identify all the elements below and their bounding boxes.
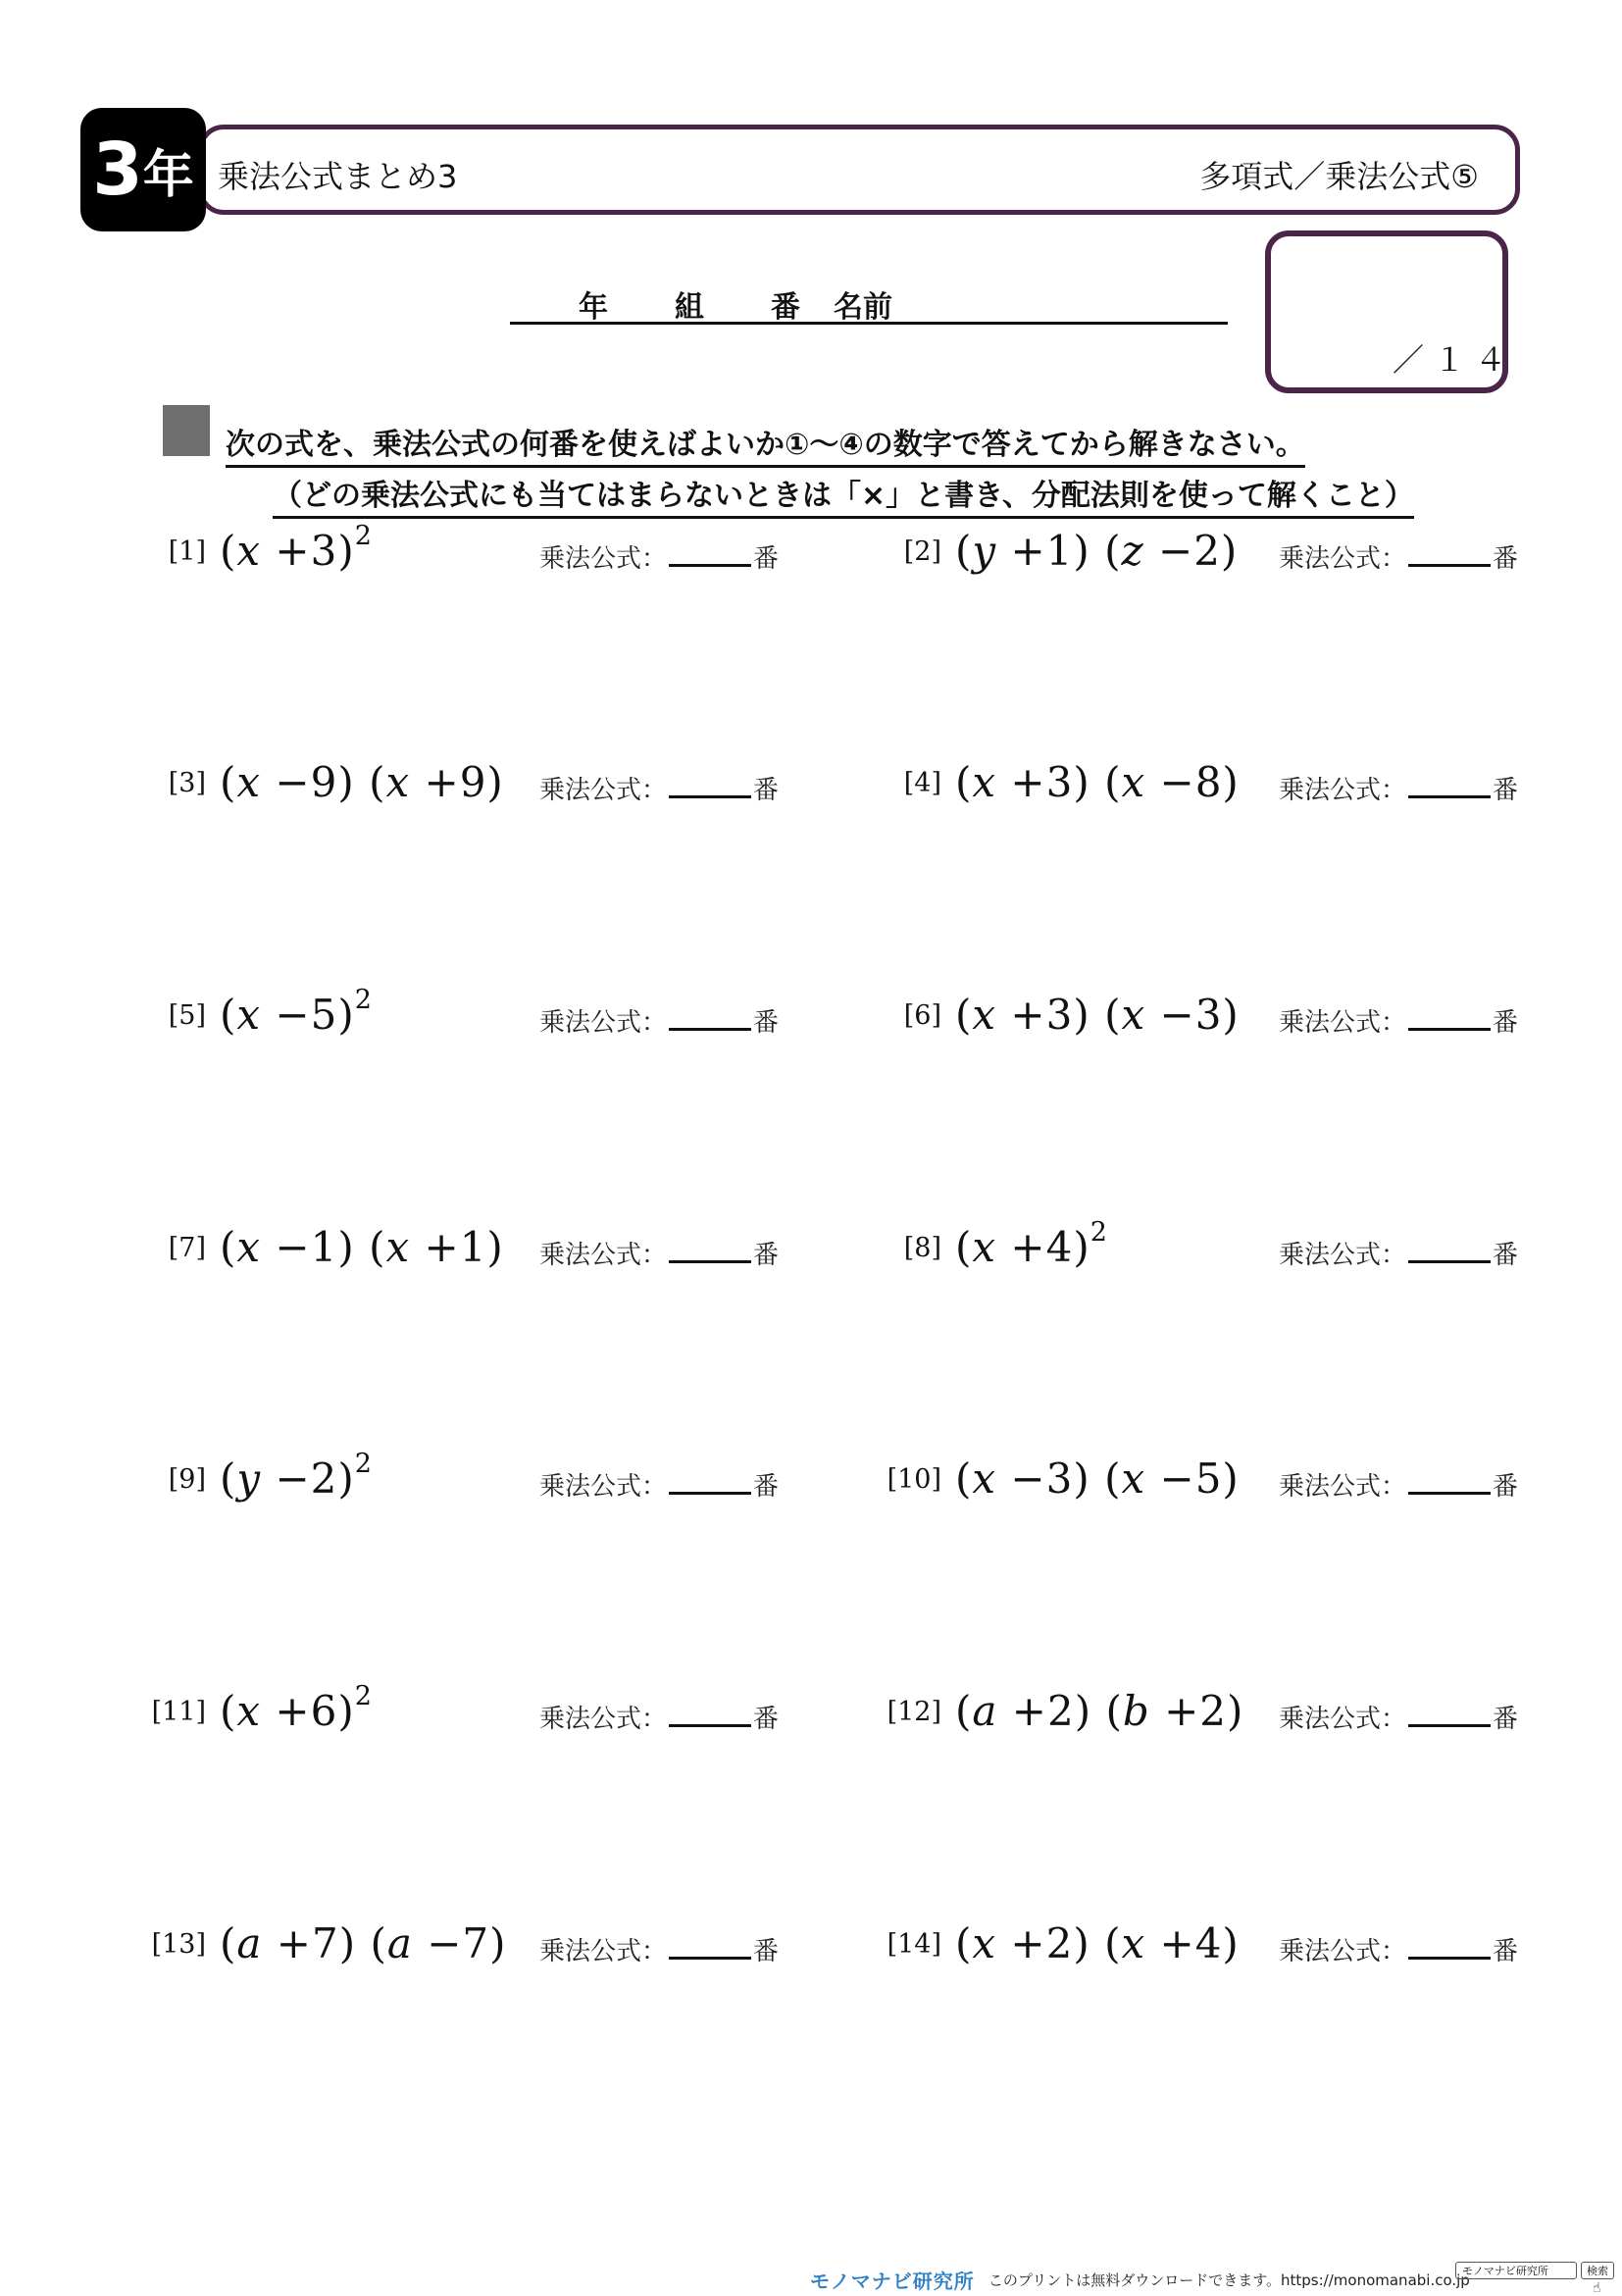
score-total: ／１４	[1393, 341, 1517, 379]
problem-number: [2]	[903, 536, 941, 567]
answer-blank[interactable]	[1408, 1002, 1491, 1031]
formula-answer[interactable]	[1279, 770, 1518, 806]
formula-answer[interactable]	[1279, 1002, 1518, 1039]
problem-expression: (a +2) (b +2)	[955, 1687, 1244, 1735]
grade-unit: 年	[142, 145, 194, 205]
problem-number: [5]	[168, 1000, 206, 1031]
formula-label: 乗法公式：	[1279, 1937, 1407, 1966]
instruction-line-2: （どの乗法公式にも当てはまらないときは「×」と書き、分配法則を使って解くこと）	[273, 471, 1414, 519]
pointer-cursor-icon: ☝	[1593, 2280, 1601, 2296]
problem-number: [14]	[887, 1929, 941, 1960]
formula-answer[interactable]	[1279, 1235, 1518, 1271]
footer	[810, 2266, 1470, 2294]
problem-number: [1]	[168, 536, 206, 567]
formula-suffix: 番	[1493, 544, 1519, 574]
problem-number: [3]	[168, 768, 206, 798]
formula-label: 乗法公式：	[1279, 776, 1407, 805]
answer-blank[interactable]	[669, 1235, 751, 1263]
formula-answer[interactable]	[1279, 1466, 1518, 1503]
worksheet-topic: 多項式／乗法公式⑤	[1199, 158, 1479, 195]
answer-blank[interactable]	[1408, 1235, 1491, 1263]
answer-blank[interactable]	[1408, 770, 1491, 798]
answer-blank[interactable]	[1408, 1699, 1491, 1727]
formula-label: 乗法公式：	[539, 1705, 668, 1734]
formula-label: 乗法公式：	[1279, 1241, 1407, 1270]
instruction-marker	[163, 405, 210, 456]
formula-suffix: 番	[753, 544, 780, 574]
answer-blank[interactable]	[669, 1002, 751, 1031]
formula-suffix: 番	[753, 1241, 780, 1270]
formula-suffix: 番	[1493, 1937, 1519, 1966]
name-line-year: 年	[579, 290, 608, 325]
answer-blank[interactable]	[669, 1466, 751, 1495]
formula-suffix: 番	[753, 1008, 780, 1038]
formula-suffix: 番	[1493, 1705, 1519, 1734]
formula-answer[interactable]	[539, 1931, 779, 1967]
formula-answer[interactable]	[539, 1002, 779, 1039]
formula-suffix: 番	[753, 1472, 780, 1502]
formula-label: 乗法公式：	[539, 776, 668, 805]
problem-expression: $(x +4)^2$	[955, 1217, 1108, 1271]
answer-blank[interactable]	[1408, 1466, 1491, 1495]
formula-answer[interactable]	[539, 1235, 779, 1271]
problem-number: [12]	[887, 1697, 941, 1727]
problem-expression: $(x +3)^2$	[220, 521, 373, 575]
problem-expression: (x +3) (x −8)	[955, 758, 1240, 806]
name-line-class: 組	[675, 290, 704, 325]
formula-answer[interactable]	[1279, 538, 1518, 575]
answer-blank[interactable]	[669, 1699, 751, 1727]
formula-label: 乗法公式：	[539, 1008, 668, 1038]
formula-answer[interactable]	[539, 1466, 779, 1503]
problem-number: [9]	[168, 1464, 206, 1495]
problem-expression: (x +2) (x +4)	[955, 1919, 1240, 1967]
formula-label: 乗法公式：	[1279, 544, 1407, 574]
formula-suffix: 番	[753, 776, 780, 805]
formula-suffix: 番	[1493, 776, 1519, 805]
formula-answer[interactable]	[1279, 1931, 1518, 1967]
answer-blank[interactable]	[669, 770, 751, 798]
problem-expression: (y +1) (z −2)	[955, 527, 1239, 575]
name-line	[510, 282, 1228, 325]
problem-expression: (x +3) (x −3)	[955, 991, 1240, 1039]
problem-number: [6]	[903, 1000, 941, 1031]
formula-suffix: 番	[1493, 1472, 1519, 1502]
problem-expression: (x −1) (x +1)	[220, 1223, 504, 1271]
answer-blank[interactable]	[669, 1931, 751, 1960]
formula-label: 乗法公式：	[539, 1937, 668, 1966]
problem-number: [8]	[903, 1233, 941, 1263]
answer-blank[interactable]	[1408, 1931, 1491, 1960]
formula-suffix: 番	[753, 1705, 780, 1734]
name-line-number: 番	[771, 290, 800, 325]
formula-suffix: 番	[1493, 1008, 1519, 1038]
problem-number: [11]	[151, 1697, 206, 1727]
formula-label: 乗法公式：	[539, 1241, 668, 1270]
formula-suffix: 番	[753, 1937, 780, 1966]
instruction-line-1: 次の式を、乗法公式の何番を使えばよいか①～④の数字で答えてから解きなさい。	[226, 420, 1305, 468]
footer-note[interactable]: このプリントは無料ダウンロードできます。https://monomanabi.co.jp	[988, 2271, 1470, 2289]
problem-expression: $(x -5)^2$	[220, 985, 373, 1039]
answer-blank[interactable]	[669, 538, 751, 567]
problem-expression: $(y -2)^2$	[220, 1449, 373, 1503]
formula-answer[interactable]	[539, 1699, 779, 1735]
formula-label: 乗法公式：	[1279, 1472, 1407, 1502]
formula-label: 乗法公式：	[1279, 1705, 1407, 1734]
formula-answer[interactable]	[1279, 1699, 1518, 1735]
formula-answer[interactable]	[539, 538, 779, 575]
formula-suffix: 番	[1493, 1241, 1519, 1270]
problem-number: [7]	[168, 1233, 206, 1263]
problem-number: [13]	[151, 1929, 206, 1960]
formula-answer[interactable]	[539, 770, 779, 806]
grade-number: 3	[92, 128, 141, 212]
problem-expression: (x −9) (x +9)	[220, 758, 504, 806]
problem-expression: $(x +6)^2$	[220, 1681, 373, 1735]
worksheet-title: 乗法公式まとめ3	[218, 158, 458, 195]
search-input[interactable]: モノマナビ研究所	[1455, 2262, 1577, 2279]
formula-label: 乗法公式：	[539, 544, 668, 574]
formula-label: 乗法公式：	[539, 1472, 668, 1502]
name-line-name: 名前	[834, 290, 892, 325]
formula-label: 乗法公式：	[1279, 1008, 1407, 1038]
publisher-logo[interactable]: モノマナビ研究所	[810, 2270, 975, 2293]
problem-number: [10]	[887, 1464, 941, 1495]
problem-expression: (a +7) (a −7)	[220, 1919, 507, 1967]
grade-badge	[80, 108, 206, 231]
problem-number: [4]	[903, 768, 941, 798]
answer-blank[interactable]	[1408, 538, 1491, 567]
problem-expression: (x −3) (x −5)	[955, 1454, 1240, 1503]
search-button[interactable]: 検索	[1581, 2262, 1614, 2279]
